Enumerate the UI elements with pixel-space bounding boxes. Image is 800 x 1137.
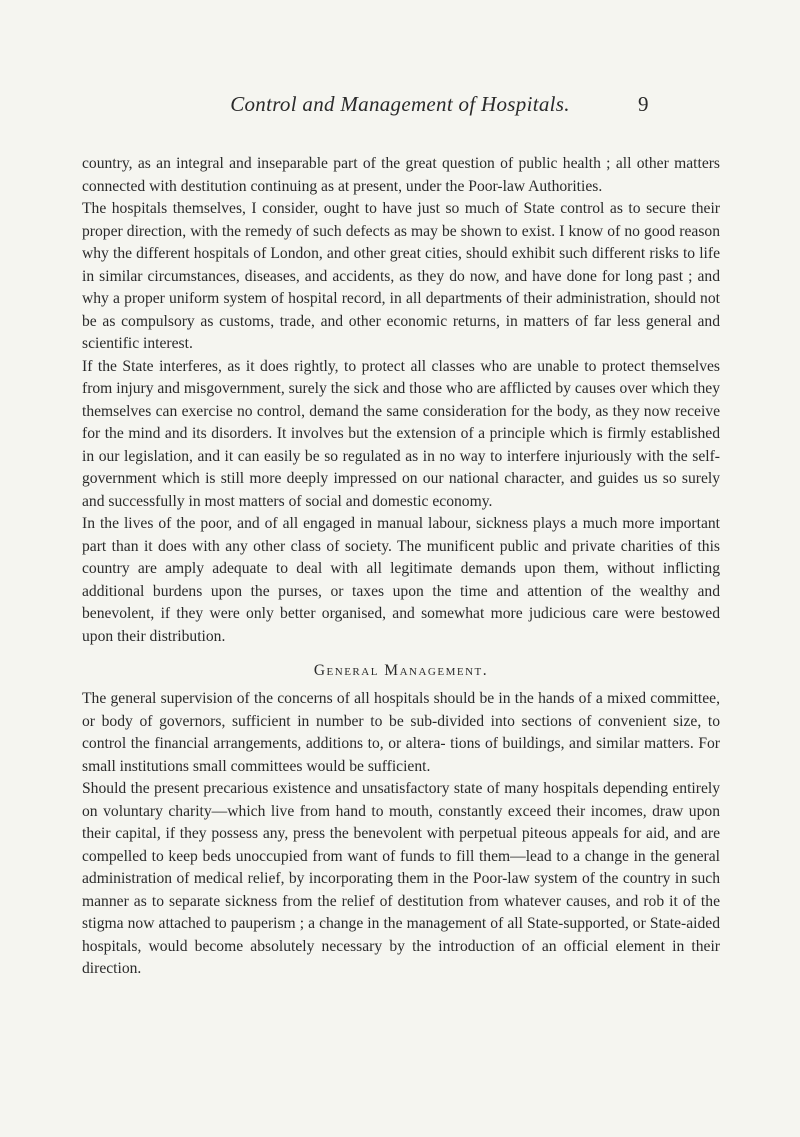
running-title: Control and Management of Hospitals. <box>230 92 570 116</box>
paragraph-1: country, as an integral and inseparable part of the great question of public health ; all other matters connected with destitution continuing as at present, under the Poor-law Authorities. <box>82 155 720 195</box>
paragraph-3: If the State interferes, as it does rightly, to protect all classes who are unable to protect themselves from injury and misgovernment, surely the sick and those who are afflicted by causes over which they themselves can exercise no control, demand the same consideration for the body, as they now receive for the mind and its disorders. It involves but the extension of a principle which is firmly established in our legislation, and it can easily be so regulated as in no way to interfere injuriously with the self-government which is still more deeply impressed on our national character, and guides us so surely and successfully in most matters of social and domestic economy. <box>82 357 720 510</box>
paragraph-6: Should the present precarious existence and unsatisfactory state of many hospitals depending entirely on voluntary charity—which live from hand to mouth, constantly exceed their incomes, draw upon their capital, if they possess any, press the benevolent with perpetual piteous appeals for aid, and are compelled to keep beds unoccupied from want of funds to fill them—lead to a change in the general administration of medical relief, by incorporating them in the Poor-law system of the country in such manner as to separate sickness from the relief of destitution from whatever causes, and rob it of the stigma now attached to pauperism ; a change in the management of all State-supported, or State-aided hospitals, would become absolutely necessary by the introduction of an official element in their direction. <box>82 780 720 977</box>
paragraph-2: The hospitals themselves, I consider, ought to have just so much of State control as to secure their proper direction, with the remedy of such defects as may be shown to exist. I know of no good reason why the different hospitals of London, and other great cities, should exhibit such different risks to life in similar circumstances, diseases, and accidents, as they do now, and have done for long past ; and why a proper uniform system of hospital record, in all departments of their administration, should not be as compulsory as customs, trade, and other economic returns, in matters of far less general and scientific interest. <box>82 200 720 352</box>
page-body <box>82 153 720 981</box>
paragraph-5: The general supervision of the concerns of all hospitals should be in the hands of a mixed committee, or body of governors, sufficient in number to be sub-divided into sections of convenient size, to control the financial arrangements, additions to, or altera- tions of buildings, and similar matters. For small institutions small committees would be sufficient. <box>82 690 720 775</box>
section-heading: General Management. <box>313 662 489 679</box>
page-number: 9 <box>638 92 649 116</box>
page-header <box>0 92 800 122</box>
paragraph-4: In the lives of the poor, and of all engaged in manual labour, sickness plays a much more important part than it does with any other class of society. The munificent public and private charities of this country are amply adequate to deal with all legitimate demands upon them, without inflicting additional burdens upon the purses, or taxes upon the time and attention of the wealthy and benevolent, if they were only better organised, and somewhat more judicious care were bestowed upon their distribution. <box>82 515 720 645</box>
